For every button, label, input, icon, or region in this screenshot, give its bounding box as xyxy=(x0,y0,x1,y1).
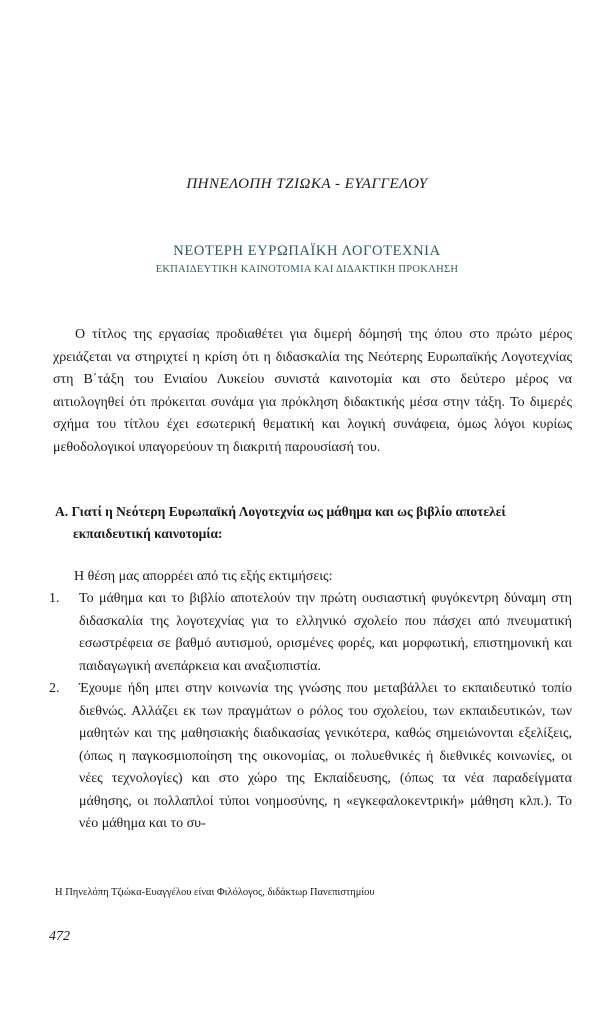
section-heading-line1: Α. Γιατί η Νεότερη Ευρωπαϊκή Λογοτεχνία ως μάθημα και ως βιβλίο αποτελεί xyxy=(55,504,506,519)
page-number: 472 xyxy=(49,929,70,944)
intro-paragraph: Ο τίτλος της εργασίας προδιαθέτει για διμερή δόμησή της όπου στο πρώτο μέρος χρειάζεται να στηριχτεί η κρίση ότι η διδασκαλία της Νεότερης Ευρωπαϊκής Λογοτεχνίας στη Β΄τάξη του Ενιαίου Λυκείου συνιστά καινοτομία και στο δεύτερο μέρος να αιτιολογηθεί ότι πρόκειται συνάμα για πρόκληση διδακτικής μέσα στην τάξη. Το διμερές σχήμα του τίτλου έχει εσωτερική θεματική και λογική συνάφεια, όμως λόγοι κυρίως μεθοδολογικοί υπαγορεύουν τη διακριτή παρουσίασή του. xyxy=(53,327,572,455)
list-item-number: 2. xyxy=(49,681,60,696)
section-heading xyxy=(55,501,572,545)
section-heading-line2: εκπαιδευτική καινοτομία: xyxy=(73,526,223,541)
footnote: Η Πηνελόπη Τζιώκα-Ευαγγέλου είναι Φιλόλογος, διδάκτωρ Πανεπιστημίου xyxy=(55,887,375,898)
numbered-list xyxy=(49,588,572,836)
list-item xyxy=(49,678,572,836)
article-title: ΝΕΟΤΕΡΗ ΕΥΡΩΠΑΪΚΗ ΛΟΓΟΤΕΧΝΙΑ xyxy=(173,243,441,259)
author-name: ΠΗΝΕΛΟΠΗ ΤΖΙΩΚΑ - ΕΥΑΓΓΕΛΟΥ xyxy=(186,176,428,192)
list-item-text: Το μάθημα και το βιβλίο αποτελούν την πρώτη ουσιαστική φυγόκεντρη δύναμη στη διδασκαλία της λογοτεχνίας για το ελληνικό σχολείο που πάσχει από πνευματική εσωστρέφεια σε βαθμό αυτισμού, ορισμένες φορές, και μορφωτική, επιστημονική και παιδαγωγική ανεπάρκεια και αναξιοπιστία. xyxy=(79,591,572,674)
lead-sentence: Η θέση μας απορρέει από τις εξής εκτιμήσεις: xyxy=(74,569,333,584)
list-item-number: 1. xyxy=(49,591,60,606)
article-subtitle: ΕΚΠΑΙΔΕΥΤΙΚΗ ΚΑΙΝΟΤΟΜΙΑ ΚΑΙ ΔΙΔΑΚΤΙΚΗ ΠΡΟΚΛΗΣΗ xyxy=(155,264,459,275)
list-item-text: Έχουμε ήδη μπει στην κοινωνία της γνώσης που μεταβάλλει το εκπαιδευτικό τοπίο διεθνώς. Αλλάζει εκ των πραγμάτων ο ρόλος του σχολείου, των εκπαιδευτικών, των μαθητών και της μαθησιακής διαδικασίας γενικότερα, καθώς σημειώνονται εξελίξεις, (όπως η παγκοσμιοποίηση της οικονομίας, οι πολυεθνικές ή διεθνικές κοινωνίες, οι νέες τεχνολογίες) και στο χώρο της Εκπαίδευσης, (όπως τα νέα παραδείγματα μάθησης, οι πολλαπλοί τύποι νοημοσύνης, η «εγκεφαλοκεντρική» μάθηση κλπ.). Το νέο μάθημα και το συ- xyxy=(79,681,572,831)
list-item xyxy=(49,588,572,678)
